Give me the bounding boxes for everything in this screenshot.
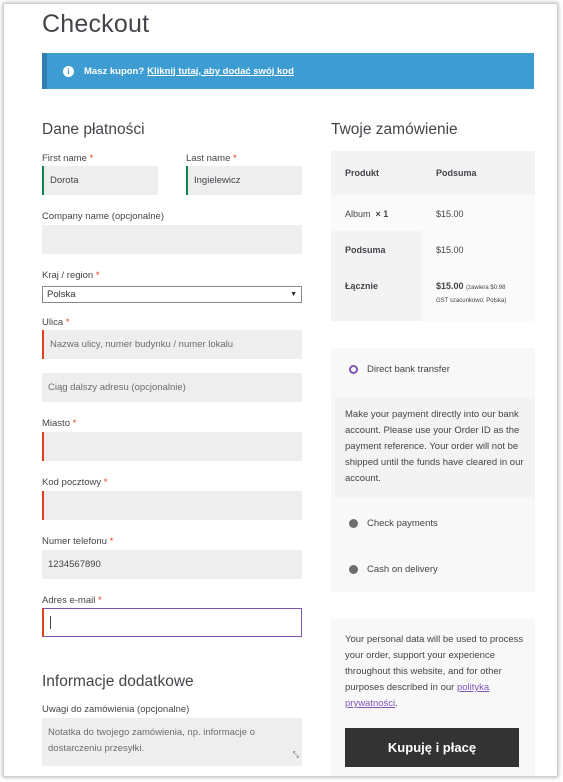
street-field[interactable]: Nazwa ulicy, numer budynku / numer lokalu	[42, 330, 302, 359]
postcode-field[interactable]	[42, 491, 302, 520]
first-name-label: First name *	[42, 153, 94, 164]
radio-unselected-icon[interactable]	[349, 519, 358, 528]
subtotal-value: $15.00	[436, 245, 464, 255]
order-notes-placeholder: Notatka do twojego zamówienia, np. informacje o dostarczeniu przesyłki.	[48, 727, 256, 754]
last-name-label: Last name *	[186, 153, 237, 164]
city-field[interactable]	[42, 432, 302, 461]
total-tax-note: GST szacunkowo: Polska)	[436, 298, 507, 304]
country-select-value: Polska	[47, 289, 76, 300]
privacy-policy-link[interactable]: polityka prywatności	[345, 682, 490, 709]
resize-handle-icon[interactable]: ⤡	[292, 750, 299, 759]
info-icon: i	[63, 66, 74, 77]
subtotal-label: Podsuma	[345, 245, 386, 255]
radio-selected-icon[interactable]	[349, 365, 358, 374]
email-label: Adres e-mail *	[42, 595, 102, 606]
additional-info-title: Informacje dodatkowe	[42, 673, 194, 690]
street-label: Ulica *	[42, 317, 70, 328]
order-item-price: $15.00	[436, 209, 464, 219]
payment-method-bank[interactable]	[349, 364, 450, 375]
payment-method-label: Check payments	[367, 518, 438, 529]
coupon-notice-text: Masz kupon?	[84, 65, 145, 77]
chevron-down-icon: ▼	[290, 291, 297, 298]
coupon-notice	[42, 53, 534, 89]
payment-method-label: Direct bank transfer	[367, 364, 450, 375]
country-label: Kraj / region *	[42, 270, 100, 281]
total-label: Łącznie	[345, 281, 379, 291]
privacy-notice: Your personal data will be used to process your order, support your experience throughout this website, and for other purposes described in our polityka prywatności.	[345, 634, 524, 709]
radio-unselected-icon[interactable]	[349, 565, 358, 574]
payment-method-cod[interactable]	[349, 564, 438, 575]
text-caret	[50, 616, 51, 629]
order-title: Twoje zamówienie	[331, 121, 458, 138]
country-select[interactable]	[42, 286, 302, 303]
coupon-link[interactable]: Kliknij tutaj, aby dodać swój kod	[147, 65, 294, 77]
last-name-field[interactable]: Ingielewicz	[186, 166, 302, 195]
col-subtotal-header: Podsuma	[436, 168, 477, 178]
payment-description: Make your payment directly into our bank account. Please use your Order ID as the payment reference. Your order will not be shipped until the funds have cleared in our account.	[345, 409, 524, 484]
email-field[interactable]	[42, 608, 302, 637]
company-field[interactable]	[42, 225, 302, 254]
order-notes-label: Uwagi do zamówienia (opcjonalne)	[42, 704, 190, 715]
payment-method-check[interactable]	[349, 518, 438, 529]
payment-method-label: Cash on delivery	[367, 564, 438, 575]
total-value: $15.00 (zawiera $0.98	[436, 281, 506, 291]
postcode-label: Kod pocztowy *	[42, 477, 108, 488]
page-title: Checkout	[42, 10, 150, 38]
street-2-field[interactable]: Ciąg dalszy adresu (opcjonalnie)	[42, 373, 302, 402]
company-label: Company name (opcjonalne)	[42, 211, 164, 222]
order-notes-field[interactable]	[42, 718, 302, 766]
first-name-field[interactable]: Dorota	[42, 166, 158, 195]
city-label: Miasto *	[42, 418, 77, 429]
place-order-button[interactable]: Kupuję i płacę	[345, 728, 519, 767]
billing-title: Dane płatności	[42, 121, 145, 138]
phone-label: Numer telefonu *	[42, 536, 114, 547]
phone-field[interactable]: 1234567890	[42, 550, 302, 579]
order-item-name: Album × 1	[345, 209, 389, 219]
checkout-page	[3, 3, 558, 777]
col-product-header: Produkt	[345, 168, 380, 178]
